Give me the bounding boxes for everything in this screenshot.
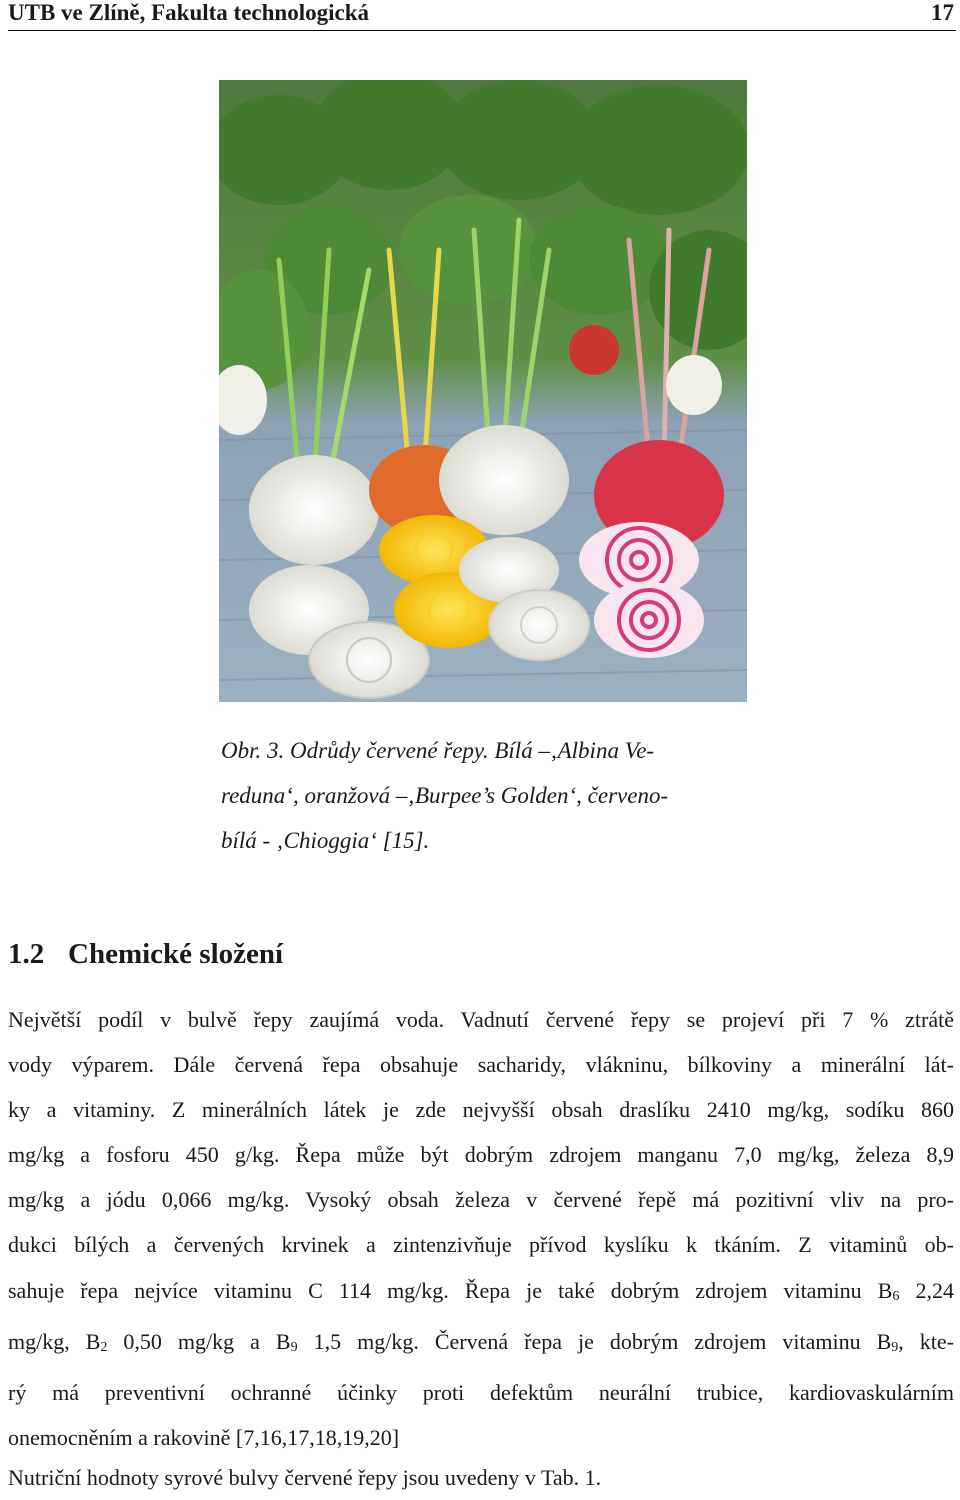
section-title: Chemické složení — [68, 938, 284, 970]
text-run: 2,24 — [899, 1277, 954, 1303]
paragraph-line: vody výparem. Dále červená řepa obsahuje sacharidy, vlákninu, bílkoviny a minerální lát- — [8, 1052, 954, 1078]
beetroot-varieties-photo — [219, 80, 747, 702]
paragraph-line: rý má preventivní ochranné účinky proti defektům neurální trubice, kardiovaskulárním — [8, 1379, 954, 1405]
subscript: 9 — [891, 1339, 899, 1355]
section-number: 1.2 — [8, 938, 45, 970]
caption-line: bílá - ‚Chioggia‘ [15]. — [221, 828, 430, 853]
text-run: mg/kg, B — [8, 1328, 101, 1354]
figure-caption — [221, 728, 751, 863]
paragraph-line: mg/kg a jódu 0,066 mg/kg. Vysoký obsah železa v červené řepě má pozitivní vliv na pro- — [8, 1187, 954, 1213]
subscript: 2 — [100, 1339, 108, 1355]
paragraph-line: Největší podíl v bulvě řepy zaujímá voda. Vadnutí červené řepy se projeví při 7 % ztrátě — [8, 1007, 954, 1032]
paragraph-line: onemocněním a rakovině [7,16,17,18,19,20] — [8, 1424, 400, 1450]
section-heading — [8, 938, 283, 971]
text-run: sahuje řepa nejvíce vitaminu C 114 mg/kg. Řepa je také dobrým zdrojem vitaminu B — [8, 1277, 893, 1303]
paragraph-line: dukci bílých a červených krvinek a zintenzivňuje přívod kyslíku k tkáním. Z vitaminů ob- — [8, 1232, 954, 1258]
text-run: , kte- — [898, 1328, 954, 1354]
paragraph-line — [8, 1268, 954, 1319]
header-title: UTB ve Zlíně, Fakulta technologická — [8, 0, 369, 25]
body-paragraph — [8, 997, 954, 1460]
table-reference-paragraph: Nutriční hodnoty syrové bulvy červené řepy jsou uvedeny v Tab. 1. — [8, 1465, 602, 1490]
page-number: 17 — [931, 0, 954, 25]
paragraph-line — [8, 1319, 954, 1370]
paragraph-line: mg/kg a fosforu 450 g/kg. Řepa může být dobrým zdrojem manganu 7,0 mg/kg, železa 8,9 — [8, 1142, 954, 1168]
text-run: 0,50 mg/kg a B — [107, 1328, 291, 1354]
subscript: 6 — [892, 1288, 900, 1304]
paragraph-line: ky a vitaminy. Z minerálních látek je zde nejvyšší obsah draslíku 2410 mg/kg, sodíku 860 — [8, 1097, 954, 1123]
page-header — [8, 0, 956, 31]
subscript: 9 — [290, 1339, 298, 1355]
caption-line: reduna‘, oranžová –‚Burpee’s Golden‘, červeno- — [221, 783, 669, 808]
caption-line: Obr. 3. Odrůdy červené řepy. Bílá –‚Albina Ve- — [221, 738, 655, 763]
text-run: 1,5 mg/kg. Červená řepa je dobrým zdrojem vitaminu B — [297, 1328, 892, 1354]
